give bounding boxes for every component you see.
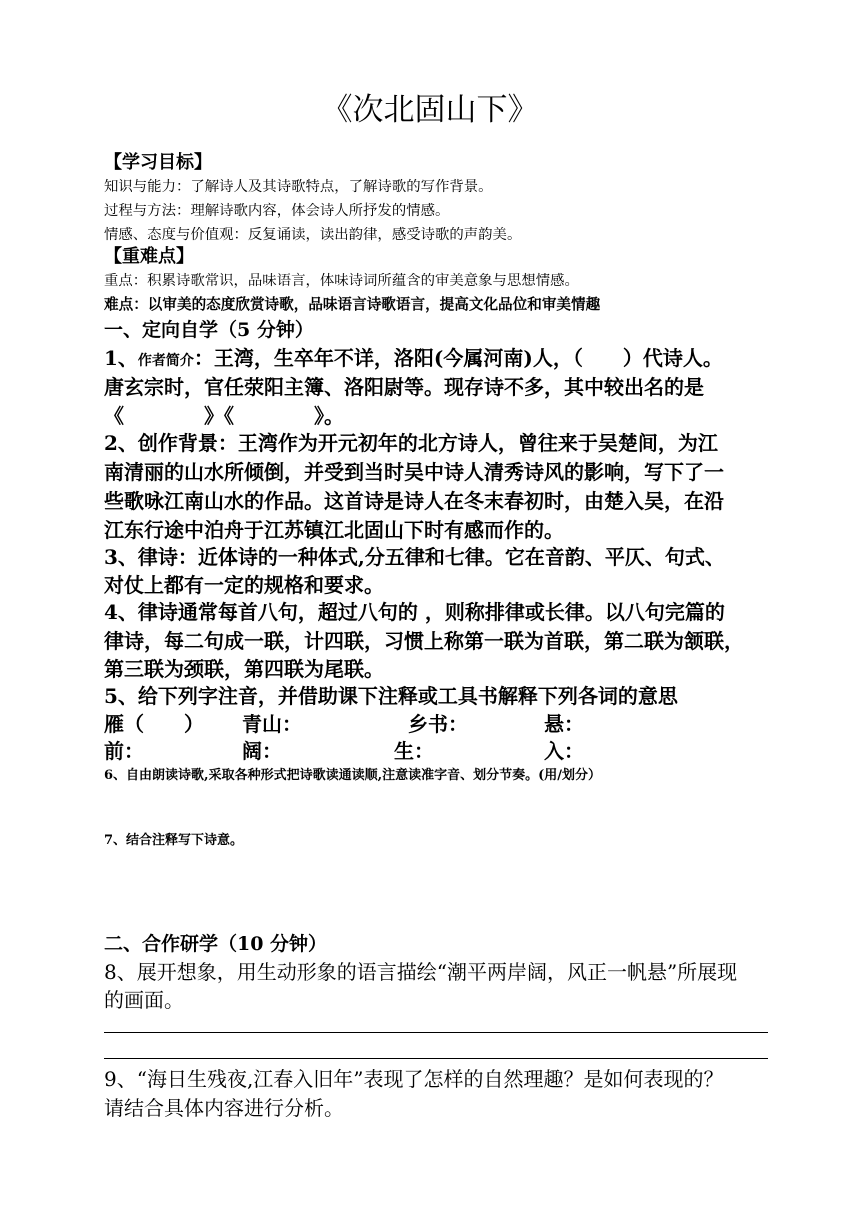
q2-line-3: 些歌咏江南山水的作品。这首诗是诗人在冬末春初时，由楚入吴，在沿 [104, 489, 724, 513]
goals-heading: 【学习目标】 [104, 152, 212, 173]
q5-item-xiangshu: 乡书： [408, 712, 468, 736]
section1-heading: 一、定向自学（5 分钟） [104, 319, 314, 341]
q5-item-xuan: 悬： [544, 712, 584, 736]
q8-line-2: 的画面。 [104, 988, 184, 1012]
q6-prompt: 6、自由朗读诗歌,采取各种形式把诗歌读通读顺,注意读准字音、划分节奏。(用/划分） [104, 768, 601, 783]
q3-line-2: 对仗上都有一定的规格和要求。 [104, 573, 384, 597]
q4-line-3: 第三联为颈联，第四联为尾联。 [104, 657, 384, 681]
q2-line-2: 南清丽的山水所倾倒，并受到当时吴中诗人清秀诗风的影响，写下了一 [104, 460, 724, 484]
q4-line-2: 律诗，每二句成一联，计四联，习惯上称第一联为首联，第二联为颔联， [104, 629, 744, 653]
goal-process: 过程与方法：理解诗歌内容，体会诗人所抒发的情感。 [104, 203, 450, 219]
goal-attitude: 情感、态度与价值观：反复诵读，读出韵律，感受诗歌的声韵美。 [104, 227, 522, 243]
goal-knowledge: 知识与能力：了解诗人及其诗歌特点，了解诗歌的写作背景。 [104, 179, 493, 195]
q5-item-kuo: 阔： [242, 739, 282, 763]
q5-item-yan: 雁（ ） [104, 712, 204, 736]
q3-line-1: 3、律诗：近体诗的一种体式,分五律和七律。它在音韵、平仄、句式、 [104, 545, 725, 569]
q4-line-1: 4、律诗通常每首八句，超过八句的 ，则称排律或长律。以八句完篇的 [104, 600, 725, 624]
keypoints-heading: 【重难点】 [104, 246, 194, 267]
q5-item-qian: 前： [104, 739, 144, 763]
page-title: 《次北固山下》 [321, 92, 539, 128]
q1-number: 1、 [104, 346, 138, 370]
q8-line-1: 8、展开想象，用生动形象的语言描绘“潮平两岸阔，风正一帆悬”所展现 [104, 960, 738, 984]
q1-line-3: 《 》《 》。 [104, 404, 344, 428]
q1-text: ：王湾，生卒年不详，洛阳(今属河南)人，（ ）代诗人。 [193, 346, 723, 370]
q5-item-ru: 入： [544, 739, 584, 763]
section2-heading: 二、合作研学（10 分钟） [104, 933, 328, 955]
q5-prompt: 5、给下列字注音，并借助课下注释或工具书解释下列各词的意思 [104, 684, 678, 708]
q5-item-qingshan: 青山： [242, 712, 302, 736]
q9-line-1: 9、“海日生残夜,江春入旧年”表现了怎样的自然理趣？是如何表现的？ [104, 1067, 724, 1091]
keypoint-difficulty: 难点：以审美的态度欣赏诗歌，品味语言诗歌语言，提高文化品位和审美情趣 [104, 296, 601, 313]
q9-line-2: 请结合具体内容进行分析。 [104, 1096, 344, 1120]
q1-line-2: 唐玄宗时，官任荥阳主簿、洛阳尉等。现存诗不多，其中较出名的是 [104, 375, 704, 399]
q5-item-sheng: 生： [394, 739, 434, 763]
q7-prompt: 7、结合注释写下诗意。 [104, 833, 244, 848]
keypoint-focus: 重点：积累诗歌常识，品味语言，体味诗词所蕴含的审美意象与思想情感。 [104, 273, 579, 289]
q2-line-1: 2、创作背景：王湾作为开元初年的北方诗人，曾往来于吴楚间，为江 [104, 431, 718, 455]
q2-line-4: 江东行途中泊舟于江苏镇江北固山下时有感而作的。 [104, 518, 564, 542]
q1-label: 作者简介 [137, 353, 194, 369]
q8-answer-line-2 [104, 1058, 768, 1059]
q8-answer-line-1 [104, 1032, 768, 1033]
